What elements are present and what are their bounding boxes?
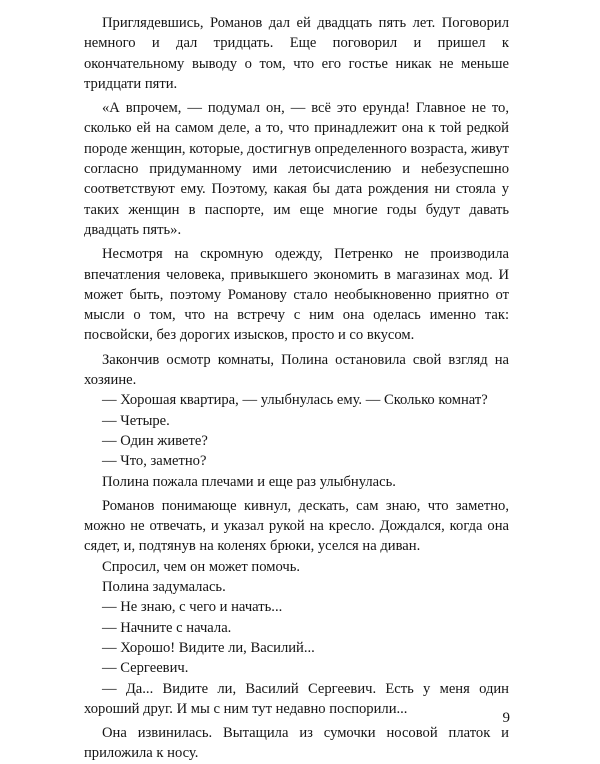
paragraph: Приглядевшись, Романов дал ей двадцать пять лет. Поговорил немного и дал тридцать. Еще поговорил и пришел к окончательному выводу о том, что его гостье никак не меньше тридцати пяти. [84,15,509,92]
dialogue-line: — Да... Видите ли, Василий Сергеевич. Есть у меня один хороший друг. И мы с ним тут недавно поспорили... [84,680,509,717]
dialogue-line: — Хорошая квартира, — улыбнулась ему. — Сколько комнат? [102,392,488,409]
paragraph: «А впрочем, — подумал он, — всё это ерунда! Главное не то, сколько ей на самом деле, а то, что принадлежит она к той редкой породе женщин, которые, достигнув определенного возраста, живут согласно придуманному ими летоисчислению и небезуспешно соответствуют ему. Поэтому, какая бы дата рождения ни стояла у таких женщин в паспорте, им еще многие годы будут давать двадцать пять». [84,100,509,238]
paragraph: Она извинилась. Вытащила из сумочки носовой платок и приложила к носу. [84,725,509,762]
dialogue-line: — Один живете? [102,432,208,449]
page-number: 9 [502,710,510,726]
paragraph: Несмотря на скромную одежду, Петренко не производила впечатления человека, привыкшего экономить в магазинах мод. И может быть, поэтому Романову стало необыкновенно приятно от мысли о том, что на встречу с ним она оделась именно так: посвойски, без дорогих изысков, просто и со вкусом. [84,246,509,344]
dialogue-line: — Четыре. [102,412,170,429]
dialogue-line: — Сергеевич. [102,660,189,677]
body-text [84,13,509,764]
paragraph: Спросил, чем он может помочь. [102,558,301,575]
paragraph: Полина задумалась. [102,579,226,596]
paragraph: Романов понимающе кивнул, дескать, сам знаю, что заметно, можно не отвечать, и указал рукой на кресло. Дождался, когда она сядет, и, подтянув на коленях брюки, уселся на диван. [84,497,509,555]
dialogue-line: — Что, заметно? [102,453,207,470]
paragraph: Закончив осмотр комнаты, Полина остановила свой взгляд на хозяине. [84,351,509,389]
dialogue-line: — Не знаю, с чего и начать... [102,599,283,616]
paragraph: Полина пожала плечами и еще раз улыбнулась. [102,473,396,490]
dialogue-line: — Начните с начала. [102,619,232,636]
dialogue-line: — Хорошо! Видите ли, Василий... [102,639,315,656]
